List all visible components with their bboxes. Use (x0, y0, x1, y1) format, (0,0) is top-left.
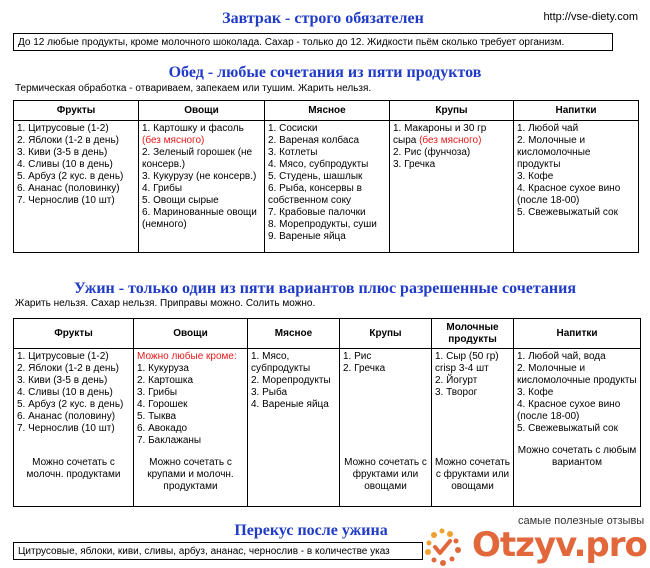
list-item: 4. Горошек (137, 399, 188, 410)
list-item: 3. Творог (435, 387, 478, 398)
list-item: 2. Морепродукты (251, 375, 331, 386)
dinner-table (13, 318, 641, 507)
dinner-dairy-cell (432, 349, 514, 507)
lunch-note: Термическая обработка - отвариваем, запекаем или тушим. Жарить нельзя. (15, 83, 372, 94)
dinner-veg-cell (134, 349, 248, 507)
list-item: 6. Авокадо (137, 423, 188, 434)
list-item: 4. Мясо, субпродукты (268, 159, 369, 170)
list-item: 2. Рис (фунчоза) (393, 147, 471, 158)
list-item: 1. Сосиски (268, 123, 318, 134)
lunch-header-fruits: Фрукты (14, 101, 139, 121)
list-item: 1. Любой чай (517, 123, 579, 134)
list-item: 8. Морепродукты, суши (268, 219, 377, 230)
list-item: 3. Киви (3-5 в день) (17, 375, 108, 386)
list-item: 5. Арбуз (2 кус. в день) (17, 171, 124, 182)
list-item: 3. Гречка (393, 159, 436, 170)
list-item (142, 123, 261, 147)
dinner-header-veg: Овощи (134, 319, 248, 349)
dinner-header-fruits: Фрукты (14, 319, 134, 349)
lunch-fruits-cell (14, 121, 139, 253)
fruits-combine-note: Можно сочетать с молочн. продуктами (26, 457, 121, 480)
list-item: 2. Вареная колбаса (268, 135, 360, 146)
list-item: 4. Красное сухое вино (после 18-00) (517, 399, 621, 422)
dinner-header-grain: Крупы (340, 319, 432, 349)
list-item: 1. Мясо, субпродукты (251, 351, 311, 374)
veg-combine-note: Можно сочетать с крупами и молочн. продуктами (147, 457, 234, 492)
list-item: 7. Баклажаны (137, 435, 202, 446)
breakfast-text: До 12 любые продукты, кроме молочного шоколада. Сахар - только до 12. Жидкости пьём сколько требует организм. (13, 33, 613, 51)
list-item: 9. Вареные яйца (268, 231, 346, 242)
list-item: 7. Чернослив (10 шт) (17, 423, 115, 434)
list-item: 4. Красное сухое вино (после 18-00) (517, 183, 621, 206)
list-item: 2. Молочные и кисломолочные продукты (517, 363, 637, 386)
list-item: 6. Рыба, консервы в собственном соку (268, 183, 362, 206)
grain-item-red-note: (без мясного) (419, 135, 482, 146)
snack-text: Цитрусовые, яблоки, киви, сливы, арбуз, ананас, чернослив - в количестве указ (13, 542, 423, 560)
list-item: 5. Овощи сырые (142, 195, 219, 206)
lunch-veg-cell (139, 121, 265, 253)
breakfast-title: Завтрак - строго обязателен (222, 10, 424, 27)
list-item: 5. Тыква (137, 411, 177, 422)
list-item: 2. Зеленый горошек (не консерв.) (142, 147, 253, 170)
list-item (393, 123, 510, 147)
list-item: 2. Яблоки (1-2 в день) (17, 135, 119, 146)
list-item: 1. Любой чай, вода (517, 351, 606, 362)
list-item: 2. Гречка (343, 363, 386, 374)
dinner-title: Ужин - только один из пяти вариантов плюс разрешенные сочетания (74, 280, 576, 297)
dinner-grain-cell (340, 349, 432, 507)
site-url[interactable]: http://vse-diety.com (543, 11, 638, 23)
snack-title: Перекус после ужина (234, 522, 388, 539)
list-item: 7. Крабовые палочки (268, 207, 366, 218)
list-item: 6. Ананас (половинку) (17, 183, 120, 194)
list-item: 6. Маринованные овощи (немного) (142, 207, 257, 230)
veg-item-red-note: (без мясного) (142, 135, 205, 146)
list-item: 1. Сыр (50 гр) crisp 3-4 шт (435, 351, 499, 374)
logo-wordmark: Otzyv.pro (472, 525, 647, 565)
list-item: 3. Кукурузу (не консерв.) (142, 171, 257, 182)
list-item: 3. Кофе (517, 387, 554, 398)
lunch-header-veg: Овощи (139, 101, 265, 121)
dinner-note: Жарить нельзя. Сахар нельзя. Приправы можно. Солить можно. (15, 298, 316, 309)
list-item: 1. Кукуруза (137, 363, 189, 374)
drinks-combine-note: Можно сочетать с любым вариантом (517, 445, 637, 468)
list-item: 2. Картошка (137, 375, 194, 386)
list-item: 1. Цитрусовые (1-2) (17, 123, 109, 134)
list-item: 3. Котлеты (268, 147, 318, 158)
lunch-title: Обед - любые сочетания из пяти продуктов (168, 64, 482, 81)
logo-dots-icon (420, 525, 470, 568)
list-item: 3. Грибы (137, 387, 178, 398)
lunch-grain-cell (390, 121, 514, 253)
list-item: 4. Вареные яйца (251, 399, 329, 410)
lunch-drinks-cell (514, 121, 639, 253)
list-item: 5. Арбуз (2 кус. в день) (17, 399, 124, 410)
list-item: 3. Кофе (517, 171, 554, 182)
watermark-caption: самые полезные отзывы (518, 515, 645, 527)
list-item: 5. Студень, шашлык (268, 171, 363, 182)
list-item: 5. Свежевыжатый сок (517, 207, 618, 218)
list-item: 7. Чернослив (10 шт) (17, 195, 115, 206)
list-item: 5. Свежевыжатый сок (517, 423, 618, 434)
dinner-header-meat: Мясное (248, 319, 340, 349)
list-item: 2. Яблоки (1-2 в день) (17, 363, 119, 374)
list-item: 4. Сливы (10 в день) (17, 387, 113, 398)
list-item: 3. Киви (3-5 в день) (17, 147, 108, 158)
list-item: 1. Рис (343, 351, 372, 362)
grain-combine-note: Можно сочетать с фруктами или овощами (344, 457, 427, 492)
dinner-header-drinks: Напитки (514, 319, 641, 349)
grain-item-text: 1. Макароны и 30 гр сыра (393, 123, 487, 146)
lunch-meat-cell (265, 121, 390, 253)
otzyv-logo[interactable] (420, 525, 650, 568)
list-item: 2. Йогурт (435, 375, 478, 386)
list-item: 2. Молочные и кисломолочные продукты (517, 135, 591, 170)
lunch-table (13, 100, 639, 253)
dinner-fruits-cell (14, 349, 134, 507)
dinner-header-dairy: Молочные продукты (432, 319, 514, 349)
lunch-header-meat: Мясное (265, 101, 390, 121)
list-item: 3. Рыба (251, 387, 288, 398)
list-item: 4. Сливы (10 в день) (17, 159, 113, 170)
list-item: 1. Цитрусовые (1-2) (17, 351, 109, 362)
dinner-drinks-cell (514, 349, 641, 507)
list-item: 6. Ананас (половину) (17, 411, 116, 422)
veg-exception-note: Можно любые кроме: (137, 351, 237, 362)
lunch-header-grain: Крупы (390, 101, 514, 121)
veg-item-text: 1. Картошку и фасоль (142, 123, 244, 134)
list-item: 4. Грибы (142, 183, 183, 194)
dairy-combine-note: Можно сочетать с фруктами или овощами (435, 457, 510, 492)
lunch-header-drinks: Напитки (514, 101, 639, 121)
dinner-meat-cell (248, 349, 340, 507)
